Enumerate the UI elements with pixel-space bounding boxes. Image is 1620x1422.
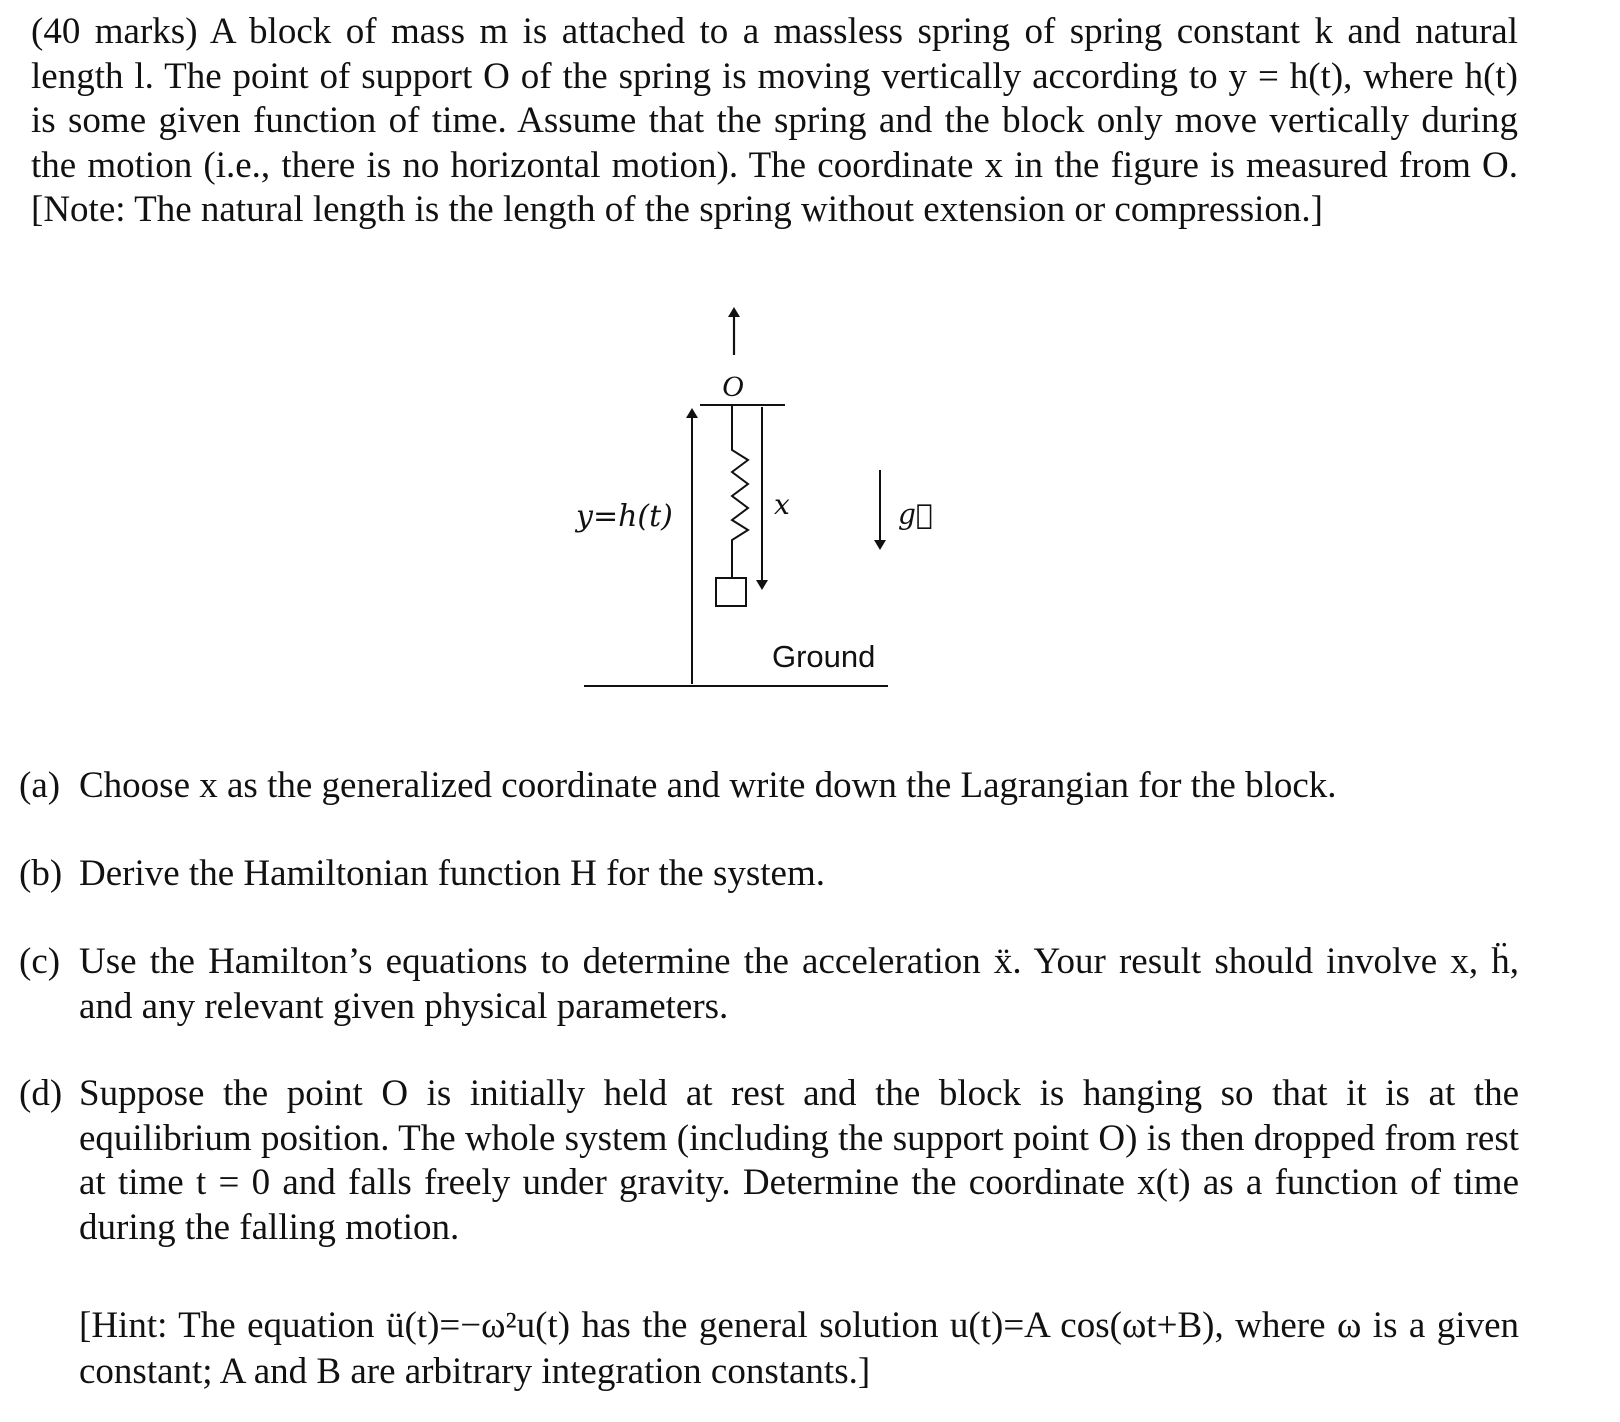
support-label: O (722, 370, 744, 403)
part-c-label: (c) (19, 941, 61, 982)
part-b (19, 852, 1519, 897)
part-a-text: Choose x as the generalized coordinate and write down the Lagrangian for the block. (79, 765, 1337, 806)
part-c (19, 940, 1519, 1029)
coordinate-label: x (774, 488, 790, 521)
part-d (19, 1072, 1519, 1250)
block (716, 578, 746, 606)
part-d-text: Suppose the point O is initially held at rest and the block is hanging so that it is at the equilibrium position. The whole system (including the support point O) is then dropped from rest at time t = 0 and falls freely under gravity. Determine the coordinate x(t) as a function of time during the falling motion. (79, 1073, 1519, 1248)
part-a (19, 764, 1519, 809)
part-b-text: Derive the Hamiltonian function H for the system. (79, 853, 825, 894)
problem-intro: (40 marks) A block of mass m is attached to a massless spring of spring constant k and natural length l. The point of support O of the spring is moving vertically according to y = h(t), where h(t) is some given function of time. Assume that the spring and the block only move vertically during the motion (i.e., there is no horizontal motion). The coordinate x in the figure is measured from O. [Note: The natural length is the length of the spring without extension or compression.] (31, 11, 1518, 230)
position-label: y=h(t) (576, 499, 673, 534)
part-c-text: Use the Hamilton’s equations to determine the acceleration ẍ. Your result should involve x, ḧ, and any relevant given physical parameters. (79, 941, 1519, 1027)
gravity-label: g⃗ (898, 498, 933, 531)
spring (732, 405, 748, 578)
hint: [Hint: The equation ü(t)=−ω²u(t) has the general solution u(t)=A cos(ωt+B), where ω is a given constant; A and B are arbitrary integration constants.] (79, 1305, 1519, 1392)
part-d-label: (d) (19, 1073, 63, 1114)
part-a-label: (a) (19, 765, 61, 806)
part-b-label: (b) (19, 853, 63, 894)
ground-label: Ground (772, 639, 876, 674)
